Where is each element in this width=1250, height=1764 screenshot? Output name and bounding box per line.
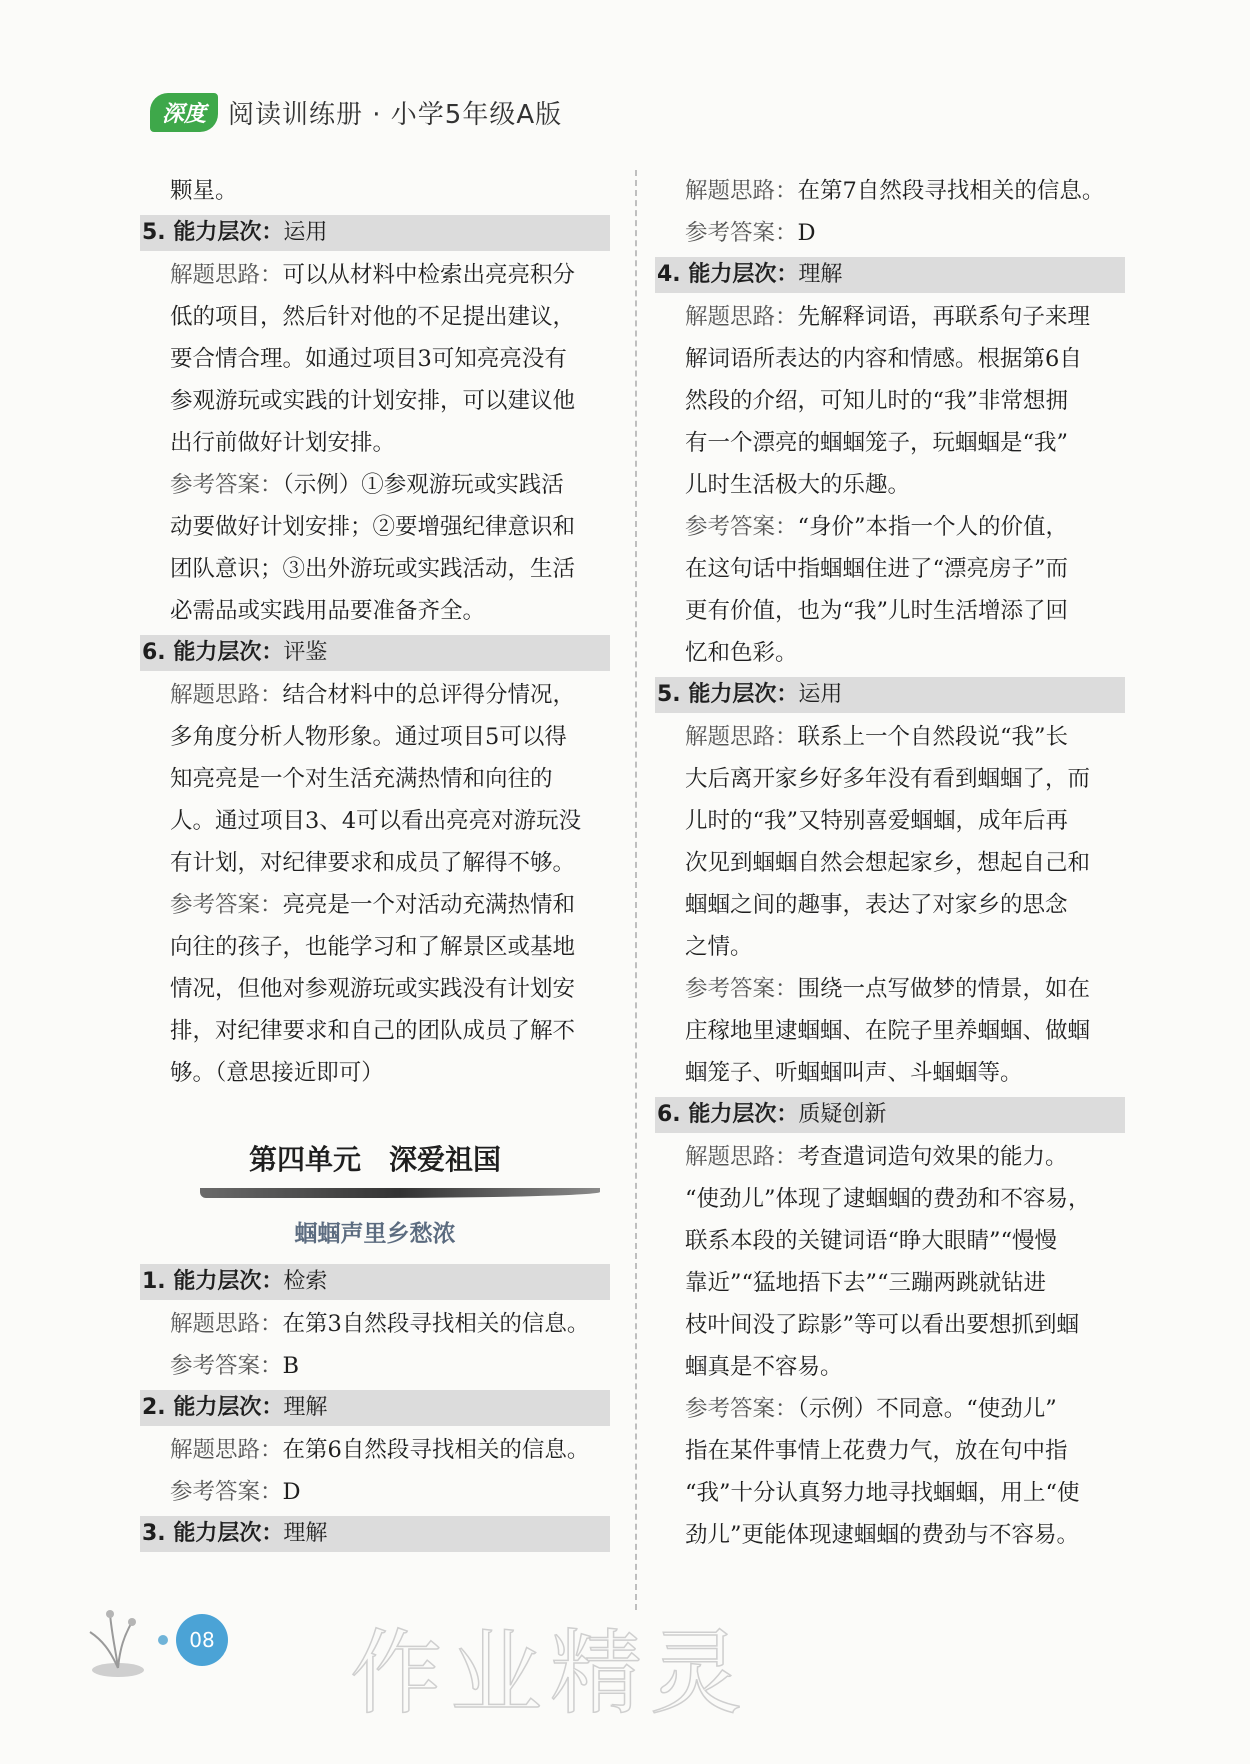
q5-level-bar [140,215,610,251]
footer-dot [158,1635,168,1645]
lesson-q3-level-bar [140,1516,610,1552]
column-divider [635,170,637,1610]
lesson-q1-answer: 参考答案：B [170,1353,300,1379]
q6-answer-line: 排，对纪律要求和自己的团队成员了解不 [170,1018,576,1044]
lesson-q1-level-label: 1. 能力层次： [142,1269,284,1294]
r-q6-idea-line: 蝈真是不容易。 [685,1354,843,1380]
unit-title: 第四单元 深爱祖国 [248,1143,501,1176]
q6-answer-label: 参考答案： [170,892,283,918]
r-q5-idea-line: 之情。 [685,934,753,960]
lesson-q1-idea: 解题思路：在第3自然段寻找相关的信息。 [170,1311,590,1337]
page-number: 08 [176,1614,228,1666]
q6-answer-line: 向往的孩子，也能学习和了解景区或基地 [170,934,576,960]
r-q4-idea-line: 儿时生活极大的乐趣。 [685,472,911,498]
r-q5-level-bar: 5. 能力层次：运用 [655,677,1125,713]
q5-level-label: 5. 能力层次： [142,220,284,245]
lesson-title: 蝈蝈声里乡愁浓 [294,1221,456,1247]
r-q5-answer-line: 庄稼地里逮蝈蝈、在院子里养蝈蝈、做蝈 [685,1018,1091,1044]
q5-answer-line: 团队意识；③出外游玩或实践活动，生活 [170,556,576,582]
r-q6-answer-line: 劲儿”更能体现逮蝈蝈的费劲与不容易。 [685,1522,1080,1548]
lesson-q2-level-label: 2. 能力层次： [142,1395,284,1420]
q5-answer-line: 必需品或实践用品要准备齐全。 [170,598,486,624]
left-column [140,170,610,1555]
unit-title-underline [200,1188,600,1198]
q6-level-bar [140,635,610,671]
lesson-q2-answer: 参考答案：D [170,1479,301,1505]
r-q6-answer-line: “我”十分认真努力地寻找蝈蝈，用上“使 [685,1480,1080,1506]
r-q5-idea-line: 解题思路：联系上一个自然段说“我”长 [685,724,1069,750]
r-q6-idea-line: “使劲儿”体现了逮蝈蝈的费劲和不容易， [685,1186,1091,1212]
r-q5-idea-line: 次见到蝈蝈自然会想起家乡，想起自己和 [685,850,1091,876]
r-q4-answer-line: 更有价值，也为“我”儿时生活增添了回 [685,598,1069,624]
r-q4-idea-line: 然段的介绍，可知儿时的“我”非常想拥 [685,388,1069,414]
r-q6-answer-line: 指在某件事情上花费力气，放在句中指 [685,1438,1068,1464]
lesson-q1-level-bar [140,1264,610,1300]
lesson-q2-level-bar [140,1390,610,1426]
lesson-q3-level-label: 3. 能力层次： [142,1521,284,1546]
q6-idea-line: 解题思路：结合材料中的总评得分情况， [170,682,576,708]
watermark: 作业精灵 [350,1620,751,1727]
r-q4-idea-line: 有一个漂亮的蝈蝈笼子，玩蝈蝈是“我” [685,430,1069,456]
q6-idea-line: 有计划，对纪律要求和成员了解得不够。 [170,850,576,876]
r-q5-idea-line: 大后离开家乡好多年没有看到蝈蝈了，而 [685,766,1091,792]
q5-idea-label: 解题思路： [170,262,283,288]
r-q4-idea-line: 解词语所表达的内容和情感。根据第6自 [685,346,1082,372]
right-column [655,170,1125,1556]
q5-idea-line: 要合情合理。如通过项目3可知亮亮没有 [170,346,567,372]
r-q6-level-bar: 6. 能力层次：质疑创新 [655,1097,1125,1133]
r-q6-idea-line: 联系本段的关键词语“睁大眼睛”“慢慢 [685,1228,1058,1254]
q5-answer-line: 动要做好计划安排；②要增强纪律意识和 [170,514,576,540]
r-q5-idea-line: 儿时的“我”又特别喜爱蝈蝈，成年后再 [685,808,1069,834]
q5-idea-line: 解题思路：可以从材料中检索出亮亮积分 [170,262,576,288]
book-title: 阅读训练册 · 小学5年级A版 [228,99,563,130]
q6-idea-line: 多角度分析人物形象。通过项目5可以得 [170,724,567,750]
q5-level-value: 运用 [283,220,328,245]
r-q5-idea-line: 蝈蝈之间的趣事，表达了对家乡的思念 [685,892,1068,918]
lesson-q1-level-value: 检索 [283,1269,328,1294]
q6-idea-label: 解题思路： [170,682,283,708]
q5-answer-label: 参考答案： [170,472,283,498]
q5-idea-line: 出行前做好计划安排。 [170,430,396,456]
lesson-q2-level-value: 理解 [283,1395,328,1420]
r-q5-answer-line: 参考答案：围绕一点写做梦的情景，如在 [685,976,1091,1002]
r-q6-idea-line: 枝叶间没了踪影”等可以看出要想抓到蝈 [685,1312,1080,1338]
r-q4-answer-line: 参考答案：“身价”本指一个人的价值， [685,514,1069,540]
r-q4-answer-line: 忆和色彩。 [685,640,798,666]
page-footer [80,1600,228,1680]
lesson-q3-level-value: 理解 [283,1521,328,1546]
q3-cont-answer: 参考答案：D [685,220,816,246]
lesson-q2-idea: 解题思路：在第6自然段寻找相关的信息。 [170,1437,590,1463]
page-header [150,92,562,132]
r-q4-answer-line: 在这句话中指蝈蝈住进了“漂亮房子”而 [685,556,1069,582]
q6-answer-line: 参考答案：亮亮是一个对活动充满热情和 [170,892,576,918]
series-logo: 深度 [150,93,218,132]
q6-idea-line: 知亮亮是一个对生活充满热情和向往的 [170,766,553,792]
q5-answer-line: 参考答案：（示例）①参观游玩或实践活 [170,472,564,498]
q6-answer-line: 情况，但他对参观游玩或实践没有计划安 [170,976,576,1002]
q3-cont-idea: 解题思路：在第7自然段寻找相关的信息。 [685,178,1105,204]
q6-idea-line: 人。通过项目3、4可以看出亮亮对游玩没 [170,808,582,834]
r-q6-idea-line: 靠近”“猛地捂下去”“三蹦两跳就钻进 [685,1270,1047,1296]
q6-level-value: 评鉴 [283,640,328,665]
r-q5-answer-line: 蝈笼子、听蝈蝈叫声、斗蝈蝈等。 [685,1060,1023,1086]
q6-level-label: 6. 能力层次： [142,640,284,665]
q5-idea-line: 参观游玩或实践的计划安排，可以建议他 [170,388,576,414]
r-q4-idea-line: 解题思路：先解释词语，再联系句子来理 [685,304,1091,330]
q5-idea-line: 低的项目，然后针对他的不足提出建议， [170,304,576,330]
r-q4-level-bar: 4. 能力层次：理解 [655,257,1125,293]
r-q6-answer-line: 参考答案：（示例）不同意。“使劲儿” [685,1396,1057,1422]
q6-answer-line: 够。（意思接近即可） [170,1060,384,1086]
r-q6-idea-line: 解题思路：考查遣词造句效果的能力。 [685,1144,1068,1170]
q4-tail: 颗星。 [170,178,238,204]
orchid-icon [80,1600,150,1680]
